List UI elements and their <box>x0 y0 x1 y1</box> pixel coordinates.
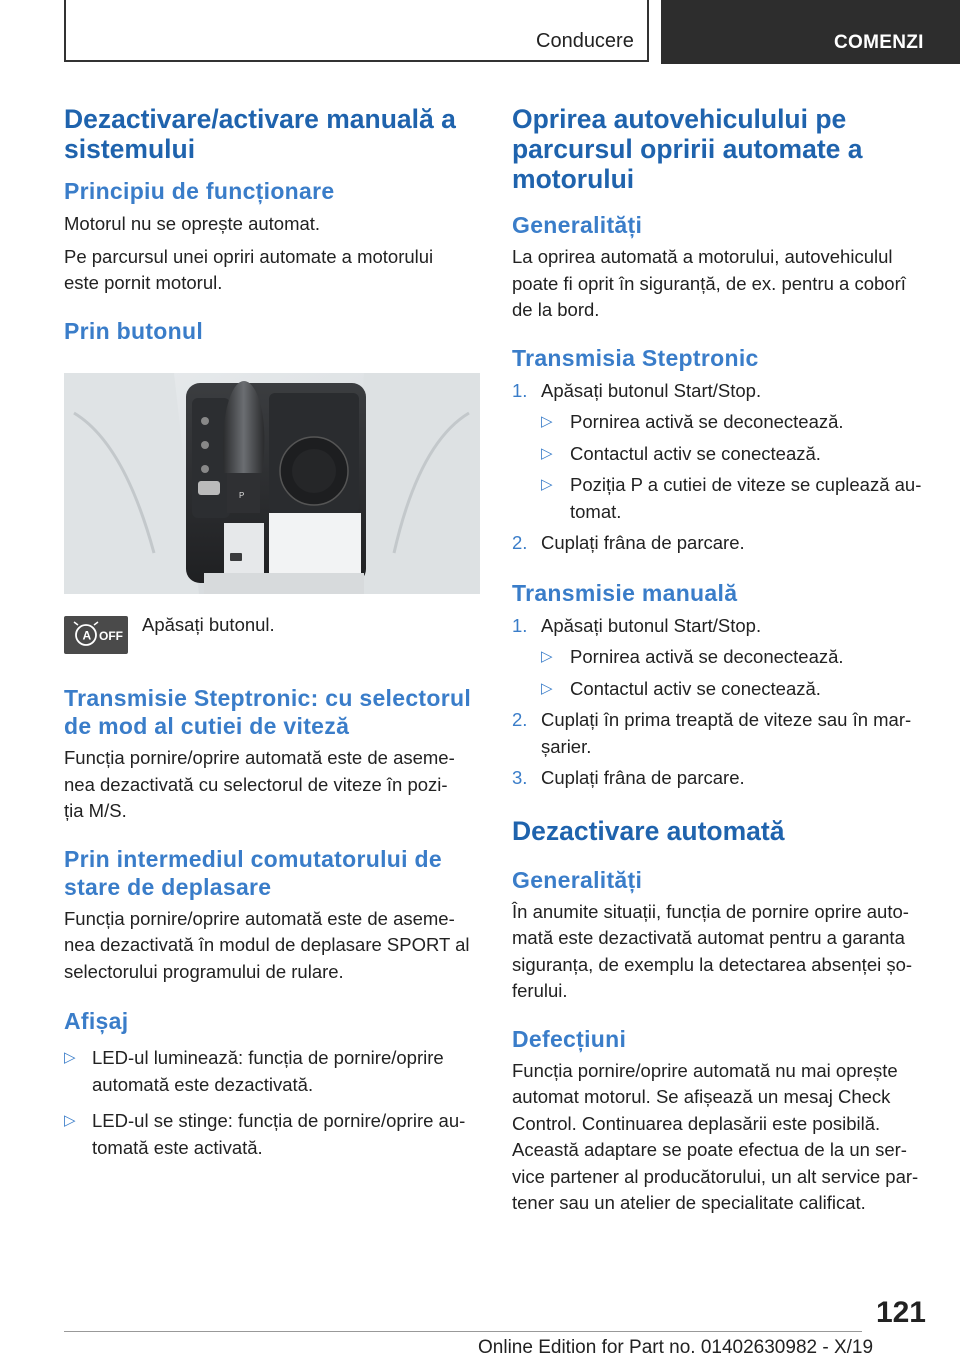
list-item: ▷ Pornirea activă se deconectează. <box>512 409 926 436</box>
heading-prin-butonul: Prin butonul <box>64 317 204 344</box>
auto-start-stop-off-icon <box>64 616 128 654</box>
paragraph-defectiuni: Funcția pornire/oprire automată nu mai oprește automat motorul. Se afișează un mesaj Check Control. Continuarea deplasării este posibilă. Această adaptare se poate efectua de la un ser- vice partener al producătorului, un alt service par- tener sau un atelier de specialitate calificat. <box>512 1059 919 1213</box>
bullet-icon: ▷ <box>541 413 553 430</box>
bullet-icon: ▷ <box>541 648 553 665</box>
paragraph-comutator-stare: Funcția pornire/oprire automată este de aseme- nea dezactivată în modul de deplasare SPORT al selectorului programului de rulare. <box>64 907 470 982</box>
left-column <box>64 104 480 345</box>
bullet-icon: ▷ <box>541 444 553 462</box>
paragraph-generalitati-2: În anumite situații, funcția de pornire oprire auto- mată este dezactivată automat pentru a garanta siguranța, de exemplu la detectarea absenței șo- ferului. <box>512 900 913 1001</box>
off-icon-label: OFF <box>99 629 123 643</box>
list-item: 1. Apăsați butonul Start/Stop. <box>512 614 762 636</box>
left-column-lower <box>64 684 480 1161</box>
header-chapter-tab <box>661 0 960 64</box>
heading-generalitati-2: Generalități <box>512 866 643 893</box>
heading-dezactivare-automata: Dezactivare automată <box>512 815 785 846</box>
list-item: ▷ Pornirea activă se deconectează. <box>512 644 926 671</box>
list-item: 3. Cuplați frâna de parcare. <box>512 767 745 788</box>
heading-defectiuni: Defecțiuni <box>512 1025 627 1052</box>
heading-principiu: Principiu de funcționare <box>64 178 335 204</box>
paragraph-steptronic-selector: Funcția pornire/oprire automată este de aseme- nea dezactivată cu selectorul de viteze în pozi- ția M/S. <box>64 747 455 821</box>
bullet-icon: ▷ <box>541 679 553 697</box>
page-header <box>0 0 960 66</box>
list-item: 1. Apăsați butonul Start/Stop. <box>512 379 762 401</box>
heading-transmisie-steptronic-selector: Transmisie Steptronic: cu selectorul de mod al cutiei de viteză <box>64 685 472 739</box>
svg-text:A: A <box>82 628 92 643</box>
header-chapter-label: COMENZI <box>834 32 924 53</box>
bullet-icon: ▷ <box>64 1049 76 1066</box>
list-item: 2. Cuplați frâna de parcare. <box>512 532 745 553</box>
svg-text:P: P <box>239 491 245 500</box>
heading-dezactivare-manuala: Dezactivare/activare manuală a sistemului <box>64 104 456 164</box>
heading-oprirea-autovehiculului: Oprirea autovehiculului pe parcursul opririi automate a motorului <box>512 104 863 194</box>
bullet-icon: ▷ <box>64 1112 76 1129</box>
header-section-title: Conducere <box>536 30 634 52</box>
caption-apasati-butonul: Apăsați butonul. <box>142 614 275 635</box>
gear-selector-photo <box>64 373 480 594</box>
list-item: ▷ Contactul activ se conectează. <box>512 676 926 703</box>
paragraph-principiu-2: Pe parcursul unei opriri automate a motorului este pornit motorul. <box>64 245 434 293</box>
heading-afisaj: Afișaj <box>64 1008 129 1034</box>
right-column <box>512 104 926 1217</box>
list-item: ▷ LED-ul luminează: funcția de pornire/oprire automată este dezactivată. <box>64 1047 444 1095</box>
list-item: 2. Cuplați în prima treaptă de viteze sau în mar- șarier. <box>512 709 912 757</box>
page-number: 121 <box>875 1296 926 1329</box>
heading-transmisia-steptronic: Transmisia Steptronic <box>512 344 759 371</box>
footer-edition: Online Edition for Part no. 01402630982 - X/19 <box>478 1337 874 1358</box>
heading-comutator-stare: Prin intermediul comutatorului de stare de deplasare <box>64 845 442 900</box>
bullet-icon: ▷ <box>541 476 553 493</box>
paragraph-generalitati: La oprirea automată a motorului, autovehiculul poate fi oprit în siguranță, de ex. pentru a coborî de la bord. <box>512 246 906 320</box>
list-item: ▷ LED-ul se stinge: funcția de pornire/oprire au- tomată este activată. <box>64 1110 466 1158</box>
list-item: ▷ Contactul activ se conectează. <box>512 441 926 468</box>
paragraph-principiu-1: Motorul nu se oprește automat. <box>64 213 321 234</box>
list-item: ▷ Poziția P a cutiei de viteze se cuplează au- tomat. <box>541 474 922 522</box>
footer-divider <box>64 1331 862 1332</box>
heading-transmisie-manuala: Transmisie manuală <box>512 579 738 606</box>
heading-generalitati: Generalități <box>512 212 643 238</box>
